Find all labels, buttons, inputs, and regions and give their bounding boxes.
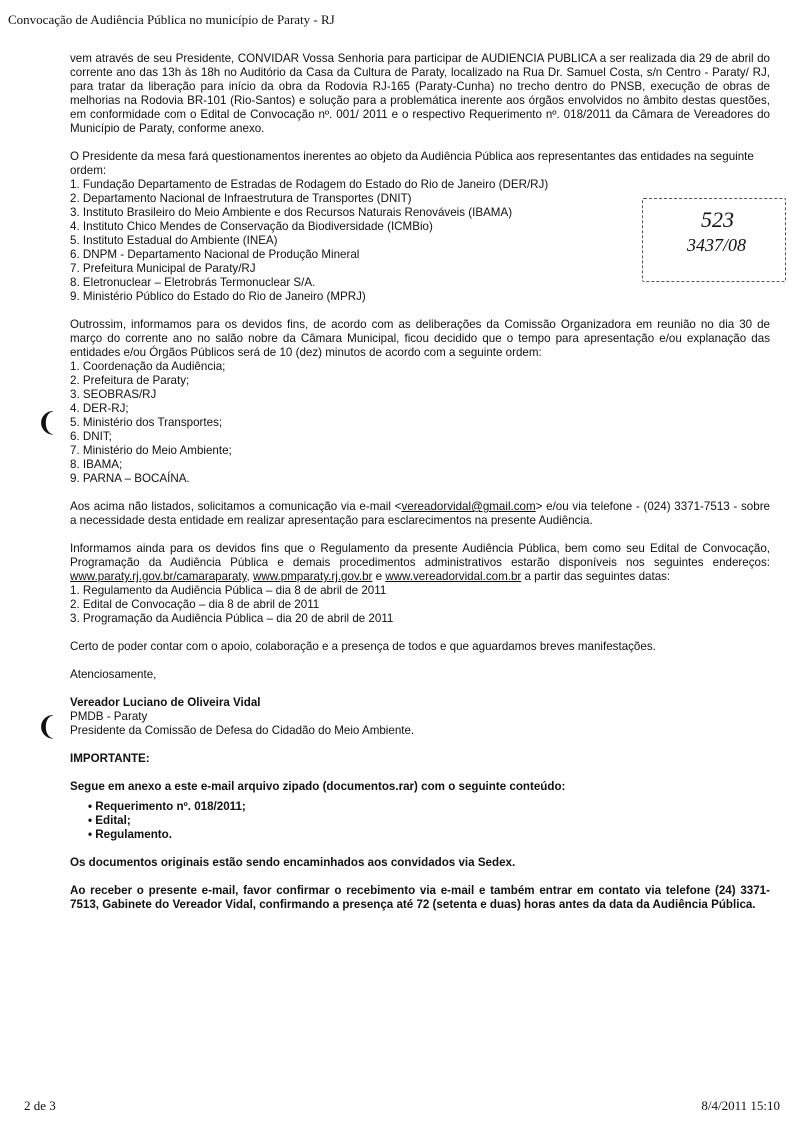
originals-text: Os documentos originais estão sendo encaminhados aos convidados via Sedex. [70, 856, 516, 869]
attachment-text: Segue em anexo a este e-mail arquivo zipado (documentos.rar) com o seguinte conteúdo: [70, 780, 566, 793]
list-item: 7 . Ministério do Meio Ambiente; [70, 444, 770, 458]
stamp-code: 3437/08 [687, 235, 747, 255]
print-datetime: 8/4/2011 15:10 [701, 1098, 780, 1113]
list-item: • Requerimento nº. 018/2011; [88, 800, 770, 814]
attachment-list [70, 800, 770, 842]
list-item: 9 . Ministério Público do Estado do Rio de Janeiro (MPRJ) [70, 290, 770, 304]
dates-list [70, 584, 770, 626]
list-item: 4 . DER-RJ; [70, 402, 770, 416]
list-item: 5 . Instituto Estadual do Ambiente (INEA) [70, 234, 770, 248]
confirm-text: Ao receber o presente e-mail, favor confirmar o recebimento via e-mail e também entrar em contato via telefone (24) 3371-7513, Gabinete do Vereador Vidal, confirmando a presença até 72 (setenta e duas) horas antes da data da Audiência Pública. [70, 884, 770, 911]
website-link-camara[interactable]: www.paraty.rj.gov.br/camaraparaty [70, 570, 247, 583]
list-item: 1 . Coordenação da Audiência; [70, 360, 770, 374]
list-item: • Regulamento. [88, 828, 770, 842]
website-link-vereador[interactable]: www.vereadorvidal.com.br [385, 570, 522, 583]
margin-mark: ❨ [36, 712, 58, 742]
list-item: 5 . Ministério dos Transportes; [70, 416, 770, 430]
list-item: 3 . Instituto Brasileiro do Meio Ambiente e dos Recursos Naturais Renováveis (IBAMA) [70, 206, 770, 220]
list-item: 6 . DNPM - Departamento Nacional de Produção Mineral [70, 248, 770, 262]
list-item: 4 . Instituto Chico Mendes de Conservação da Biodiversidade (ICMBio) [70, 220, 770, 234]
list-item: 8 . IBAMA; [70, 458, 770, 472]
regulation-paragraph: Informamos ainda para os devidos fins que o Regulamento da presente Audiência Pública, bem como seu Edital de Convocação, Programação da Audiência Pública e demais procedimentos administrativos estarão disponíveis nos seguintes endereços: www.paraty.rj.gov.br/camaraparaty, www.pmparaty.rj.gov.br e www.vereadorvidal.com.br a partir das seguintes datas: [70, 542, 770, 583]
contact-paragraph: Aos acima não listados, solicitamos a comunicação via e-mail <vereadorvidal@gmail.com> e/ou via telefone - (024) 3371-7513 - sobre a necessidade desta entidade em realizar apresentação para esclarecimentos na presente Audiência. [70, 500, 770, 527]
important-title: IMPORTANTE: [70, 752, 150, 765]
page-header: Convocação de Audiência Pública no município de Paraty - RJ [8, 12, 335, 27]
stamp-number: 523 [701, 207, 734, 232]
list-item: 2 . Edital de Convocação – dia 8 de abril de 2011 [70, 598, 770, 612]
page-number: 2 de 3 [24, 1098, 56, 1113]
list-item: 7 . Prefeitura Municipal de Paraty/RJ [70, 262, 770, 276]
list-item: 6 . DNIT; [70, 430, 770, 444]
entities-list [70, 178, 770, 304]
intro-paragraph: vem através de seu Presidente, CONVIDAR Vossa Senhoria para participar de AUDIENCIA PUBLICA a ser realizada dia 29 de abril do corrente ano das 13h às 18h no Auditório da Casa da Cultura de Paraty, localizado na Rua Dr. Samuel Costa, s/n Centro - Paraty/ RJ, para tratar da liberação para início da obra da Rodovia RJ-165 (Paraty-Cunha) no trecho dentro do PNSB, execução de obras de melhorias na Rodovia BR-101 (Rio-Santos) e solução para a problemática inerente aos órgãos envolvidos no âmbito destas questões, em conformidade com o Edital de Convocação nº. 001/ 2011 e o respectivo Requerimento nº. 018/2011 da Câmara de Vereadores do Município de Paraty, conforme anexo. [70, 52, 770, 135]
email-link[interactable]: vereadorvidal@gmail.com [401, 500, 536, 513]
list-item: 2 . Departamento Nacional de Infraestrutura de Transportes (DNIT) [70, 192, 770, 206]
order-lead: Outrossim, informamos para os devidos fins, de acordo com as deliberações da Comissão Organizadora em reunião no dia 30 de março do corrente ano no salão nobre da Câmara Municipal, ficou decidido que o tempo para apresentação e/ou explanação das entidades e/ou Órgãos Públicos será de 10 (dez) minutos de acordo com a seguinte ordem: [70, 318, 770, 359]
signature-party: PMDB - Paraty [70, 710, 148, 723]
signature-name: Vereador Luciano de Oliveira Vidal [70, 696, 261, 709]
regards: Atenciosamente, [70, 668, 157, 681]
list-item: 8 . Eletronuclear – Eletrobrás Termonuclear S/A. [70, 276, 770, 290]
list-item: 1 . Regulamento da Audiência Pública – dia 8 de abril de 2011 [70, 584, 770, 598]
margin-mark: ❨ [36, 408, 58, 438]
list-item: 3 . Programação da Audiência Pública – dia 20 de abril de 2011 [70, 612, 770, 626]
website-link-prefeitura[interactable]: www.pmparaty.rj.gov.br [253, 570, 373, 583]
list-item: • Edital; [88, 814, 770, 828]
list-item: 9 . PARNA – BOCAÍNA. [70, 472, 770, 486]
closing-paragraph: Certo de poder contar com o apoio, colaboração e a presença de todos e que aguardamos breves manifestações. [70, 640, 656, 653]
list-item: 1 . Fundação Departamento de Estradas de Rodagem do Estado do Rio de Janeiro (DER/RJ) [70, 178, 770, 192]
entities-lead: O Presidente da mesa fará questionamentos inerentes ao objeto da Audiência Pública aos representantes das entidades na seguinte ordem: [70, 150, 754, 177]
document-body [70, 52, 770, 912]
presentation-order-list [70, 360, 770, 486]
list-item: 2 . Prefeitura de Paraty; [70, 374, 770, 388]
signature-role: Presidente da Comissão de Defesa do Cidadão do Meio Ambiente. [70, 724, 415, 737]
list-item: 3 . SEOBRAS/RJ [70, 388, 770, 402]
